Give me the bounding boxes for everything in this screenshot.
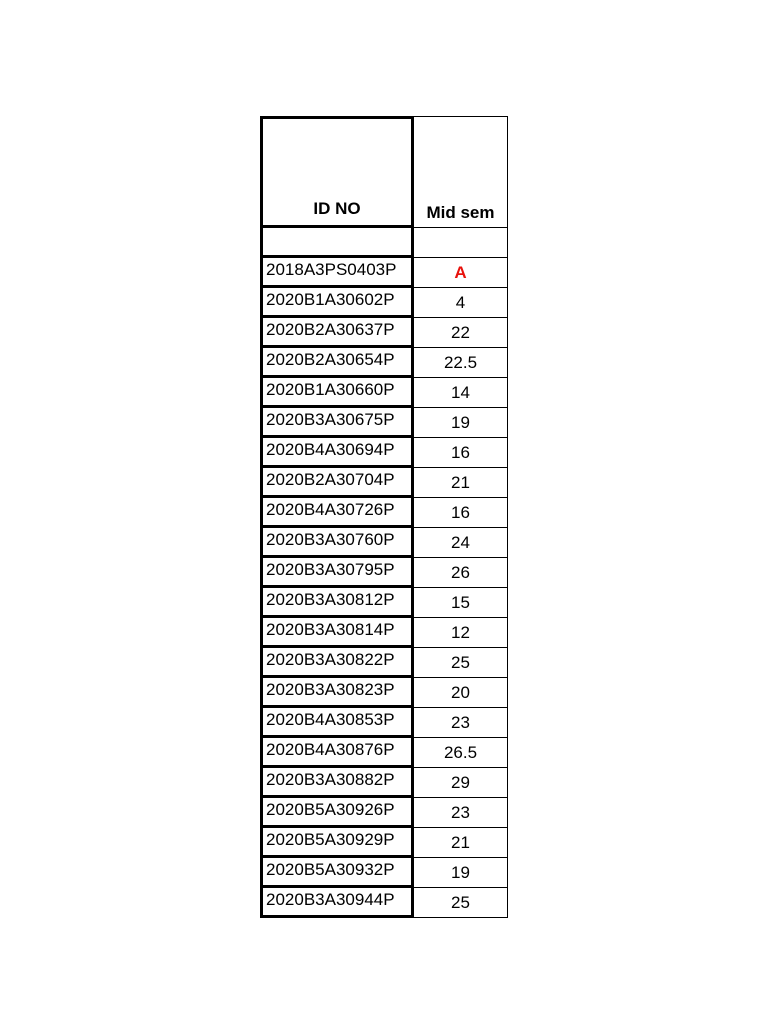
table-body [260, 258, 508, 918]
table-row [260, 648, 508, 678]
mid-sem-cell[interactable]: 22 [414, 318, 508, 348]
mid-sem-cell[interactable]: 21 [414, 468, 508, 498]
header-mid-sem[interactable]: Mid sem [414, 116, 508, 228]
id-cell[interactable]: 2020B1A30602P [260, 288, 414, 318]
id-cell[interactable]: 2020B1A30660P [260, 378, 414, 408]
table-row [260, 588, 508, 618]
mid-sem-cell[interactable]: 21 [414, 828, 508, 858]
mid-sem-cell[interactable]: 24 [414, 528, 508, 558]
table-row [260, 858, 508, 888]
id-cell[interactable]: 2020B2A30637P [260, 318, 414, 348]
id-cell[interactable]: 2020B4A30876P [260, 738, 414, 768]
marks-table [260, 116, 508, 918]
mid-sem-cell[interactable]: 19 [414, 408, 508, 438]
table-row [260, 498, 508, 528]
id-cell[interactable]: 2020B3A30822P [260, 648, 414, 678]
id-cell[interactable]: 2020B2A30704P [260, 468, 414, 498]
id-cell[interactable]: 2020B4A30726P [260, 498, 414, 528]
mid-sem-cell[interactable]: 16 [414, 498, 508, 528]
mid-sem-cell[interactable]: 15 [414, 588, 508, 618]
mid-sem-cell[interactable]: 29 [414, 768, 508, 798]
mid-sem-cell[interactable]: 26.5 [414, 738, 508, 768]
id-cell[interactable]: 2020B3A30675P [260, 408, 414, 438]
id-cell[interactable]: 2020B3A30882P [260, 768, 414, 798]
table-row [260, 318, 508, 348]
table-row [260, 468, 508, 498]
mid-sem-cell[interactable]: 22.5 [414, 348, 508, 378]
id-cell[interactable]: 2018A3PS0403P [260, 258, 414, 288]
mid-sem-cell[interactable]: A [414, 258, 508, 288]
mid-sem-cell[interactable]: 25 [414, 888, 508, 918]
mid-sem-cell[interactable]: 25 [414, 648, 508, 678]
mid-sem-cell[interactable]: 20 [414, 678, 508, 708]
table-row [260, 798, 508, 828]
blank-row [260, 228, 508, 258]
table-row [260, 768, 508, 798]
header-id-no[interactable]: ID NO [260, 116, 414, 228]
table-row [260, 618, 508, 648]
blank-id-cell[interactable] [260, 228, 414, 258]
table-row [260, 288, 508, 318]
id-cell[interactable]: 2020B5A30932P [260, 858, 414, 888]
mid-sem-cell[interactable]: 23 [414, 798, 508, 828]
table-row [260, 828, 508, 858]
table-row [260, 348, 508, 378]
id-cell[interactable]: 2020B5A30926P [260, 798, 414, 828]
mid-sem-cell[interactable]: 4 [414, 288, 508, 318]
id-cell[interactable]: 2020B3A30814P [260, 618, 414, 648]
table-row [260, 528, 508, 558]
blank-mark-cell[interactable] [414, 228, 508, 258]
id-cell[interactable]: 2020B2A30654P [260, 348, 414, 378]
table-row [260, 738, 508, 768]
mid-sem-cell[interactable]: 23 [414, 708, 508, 738]
mid-sem-cell[interactable]: 12 [414, 618, 508, 648]
mid-sem-cell[interactable]: 26 [414, 558, 508, 588]
table-row [260, 258, 508, 288]
id-cell[interactable]: 2020B3A30795P [260, 558, 414, 588]
mid-sem-cell[interactable]: 16 [414, 438, 508, 468]
mid-sem-cell[interactable]: 14 [414, 378, 508, 408]
id-cell[interactable]: 2020B3A30944P [260, 888, 414, 918]
table-row [260, 408, 508, 438]
table-row [260, 438, 508, 468]
table-row [260, 708, 508, 738]
id-cell[interactable]: 2020B5A30929P [260, 828, 414, 858]
id-cell[interactable]: 2020B4A30853P [260, 708, 414, 738]
table-row [260, 558, 508, 588]
header-row [260, 116, 508, 228]
table-row [260, 678, 508, 708]
id-cell[interactable]: 2020B3A30760P [260, 528, 414, 558]
table-row [260, 378, 508, 408]
id-cell[interactable]: 2020B3A30823P [260, 678, 414, 708]
table-row [260, 888, 508, 918]
id-cell[interactable]: 2020B4A30694P [260, 438, 414, 468]
id-cell[interactable]: 2020B3A30812P [260, 588, 414, 618]
mid-sem-cell[interactable]: 19 [414, 858, 508, 888]
